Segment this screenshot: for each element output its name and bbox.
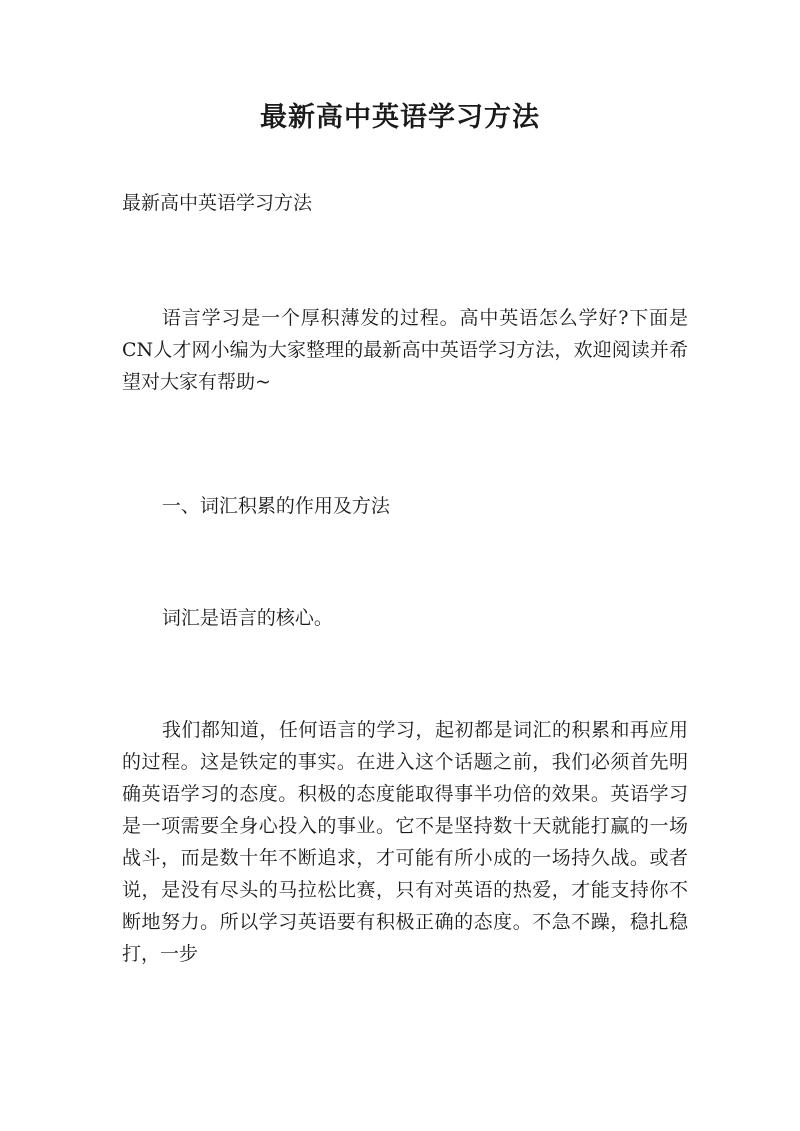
section-heading: 一、词汇积累的作用及方法 xyxy=(161,495,390,517)
core-paragraph: 词汇是语言的核心。 xyxy=(161,607,333,629)
intro-paragraph: 语言学习是一个厚积薄发的过程。高中英语怎么学好?下面是CN人才网小编为大家整理的最新高中英语学习方法，欢迎阅读并希望对大家有帮助~ xyxy=(122,307,688,393)
document-subtitle: 最新高中英语学习方法 xyxy=(122,192,313,214)
document-title: 最新高中英语学习方法 xyxy=(260,102,540,133)
body-paragraph: 我们都知道，任何语言的学习，起初都是词汇的积累和再应用的过程。这是铁定的事实。在进入这个话题之前，我们必须首先明确英语学习的态度。积极的态度能取得事半功倍的效果。英语学习是一项需要全身心投入的事业。它不是坚持数十天就能打赢的一场战斗，而是数十年不断追求，才可能有所小成的一场持久战。或者说，是没有尽头的马拉松比赛，只有对英语的热爱，才能支持你不断地努力。所以学习英语要有积极正确的态度。不急不躁，稳扎稳打，一步 xyxy=(122,719,688,965)
